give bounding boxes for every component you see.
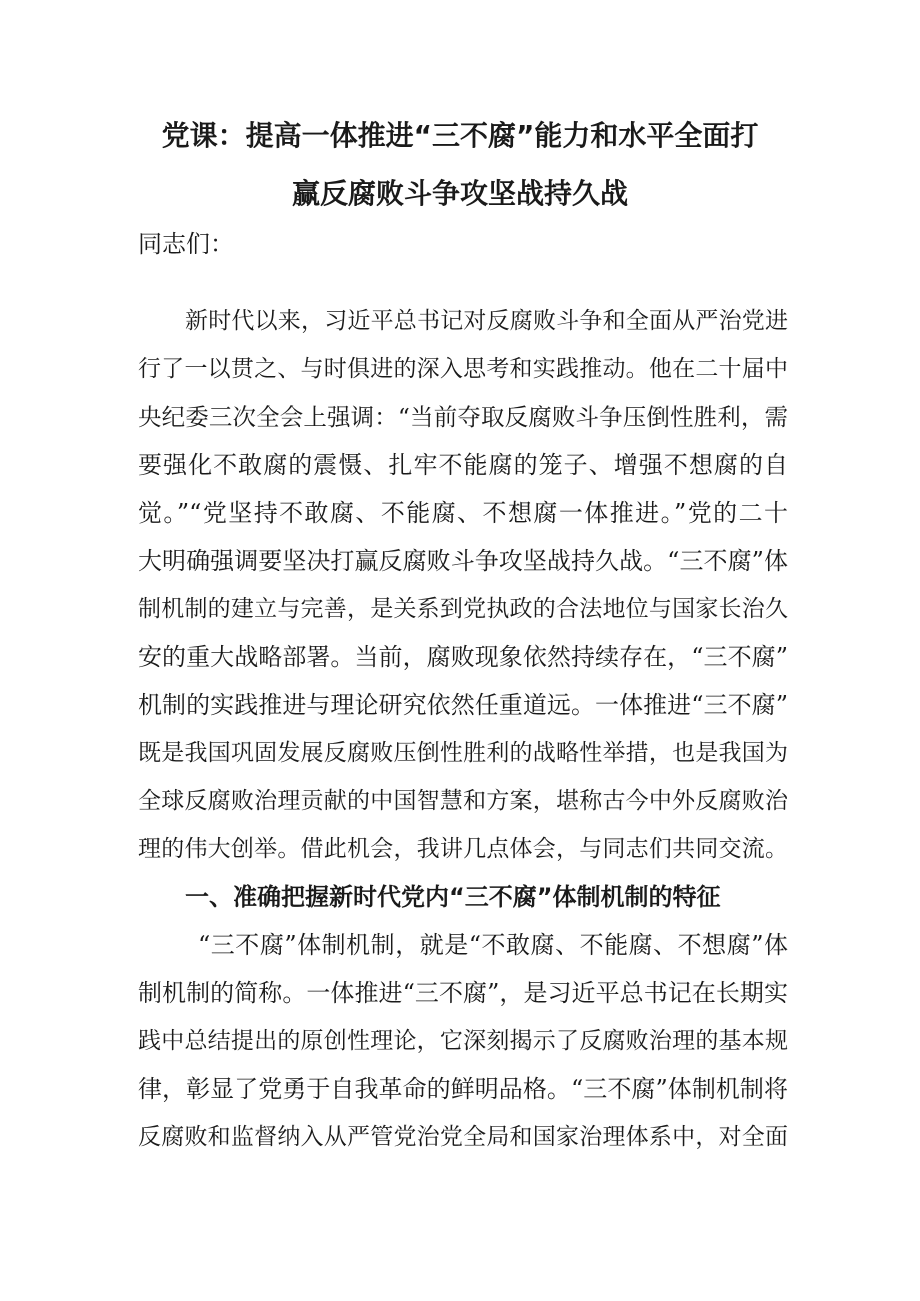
paragraph-2-line: 反腐败和监督纳入从严管党治党全局和国家治理体系中，对全面 <box>138 1124 788 1150</box>
paragraph-1-line: 觉。”“党坚持不敢腐、不能腐、不想腐一体推进。”党的二十 <box>138 499 788 527</box>
paragraph-1-line: 大明确强调要坚决打赢反腐败斗争攻坚战持久战。“三不腐”体 <box>138 547 788 575</box>
paragraph-1-line: 理的伟大创举。借此机会，我讲几点体会，与同志们共同交流。 <box>138 836 788 862</box>
greeting: 同志们： <box>138 230 234 258</box>
paragraph-1-line: 要强化不敢腐的震慑、扎牢不能腐的笼子、增强不想腐的自 <box>138 451 788 479</box>
paragraph-2-line: 制机制的简称。一体推进“三不腐”，是习近平总书记在长期实 <box>138 979 788 1007</box>
paragraph-1-line: 行了一以贯之、与时俱进的深入思考和实践推动。他在二十届中 <box>138 356 788 382</box>
paragraph-2-line: 践中总结提出的原创性理论，它深刻揭示了反腐败治理的基本规 <box>138 1028 788 1054</box>
document-title-line-2: 赢反腐败斗争攻坚战持久战 <box>291 177 628 210</box>
paragraph-1-line: 制机制的建立与完善，是关系到党执政的合法地位与国家长治久 <box>138 596 788 622</box>
paragraph-1-line: 安的重大战略部署。当前，腐败现象依然持续存在，“三不腐” <box>138 643 788 671</box>
document-title-line-1: 党课：提高一体推进“三不腐”能力和水平全面打 <box>161 119 759 152</box>
section-1-heading: 一、准确把握新时代党内“三不腐”体制机制的特征 <box>185 883 721 911</box>
paragraph-1-line: 机制的实践推进与理论研究依然任重道远。一体推进“三不腐” <box>138 691 788 719</box>
paragraph-1-line: 全球反腐败治理贡献的中国智慧和方案，堪称古今中外反腐败治 <box>138 788 788 814</box>
paragraph-2-line: 律，彰显了党勇于自我革命的鲜明品格。“三不腐”体制机制将 <box>138 1075 788 1103</box>
paragraph-1-line: 新时代以来，习近平总书记对反腐败斗争和全面从严治党进 <box>185 308 788 334</box>
paragraph-1-line: 既是我国巩固发展反腐败压倒性胜利的战略性举措，也是我国为 <box>138 740 788 766</box>
paragraph-2-line: “三不腐”体制机制，就是“不敢腐、不能腐、不想腐”体 <box>198 931 788 959</box>
paragraph-1-line: 央纪委三次全会上强调：“当前夺取反腐败斗争压倒性胜利，需 <box>138 403 788 431</box>
